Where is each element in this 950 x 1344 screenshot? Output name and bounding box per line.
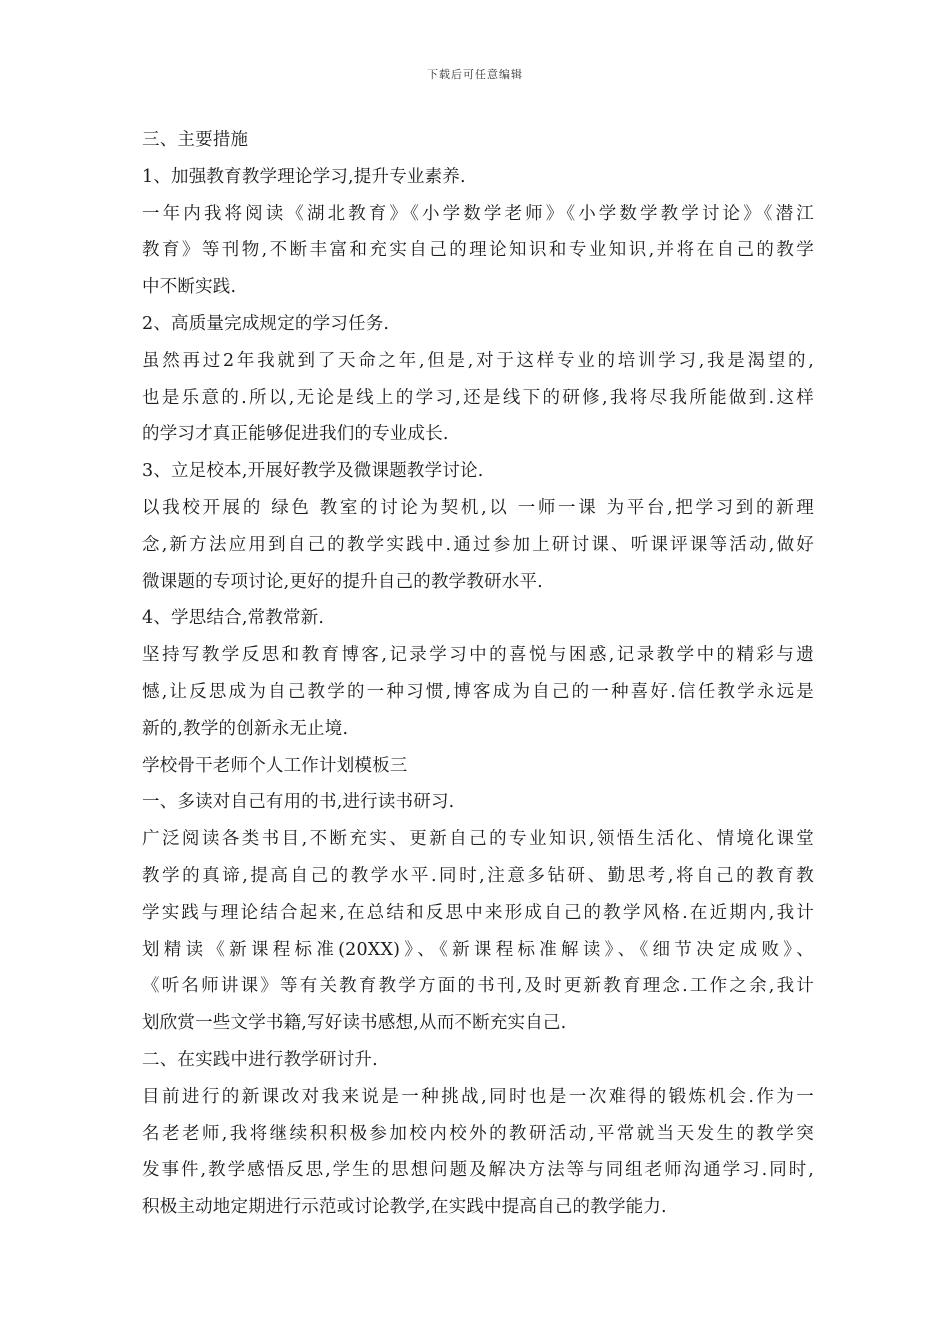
text-line: 学校骨干老师个人工作计划模板三 [142, 755, 408, 776]
text-line: 1、加强教育教学理论学习,提升专业素养. [142, 166, 466, 187]
page-header-note: 下载后可任意编辑 [427, 68, 523, 81]
text-line: 名老老师,我将继续积积极参加校内校外的教研活动,平常就当天发生的教学突 [142, 1123, 814, 1144]
text-line: 目前进行的新课改对我来说是一种挑战,同时也是一次难得的锻炼机会.作为一 [142, 1086, 814, 1107]
text-line: 微课题的专项讨论,更好的提升自己的教学教研水平. [142, 571, 543, 592]
text-line: 划精读《新课程标准(20XX)》、《新课程标准解读》、《细节决定成败》、 [142, 939, 814, 960]
text-line: 积极主动地定期进行示范或讨论教学,在实践中提高自己的教学能力. [142, 1197, 667, 1218]
text-line: 中不断实践. [142, 277, 237, 298]
text-line: 的学习才真正能够促进我们的专业成长. [142, 424, 449, 445]
text-line: 新的,教学的创新永无止境. [142, 718, 349, 739]
text-line: 广泛阅读各类书目,不断充实、更新自己的专业知识,领悟生活化、情境化课堂 [142, 829, 814, 850]
text-line: 4、学思结合,常教常新. [142, 608, 325, 629]
text-line: 憾,让反思成为自己教学的一种习惯,博客成为自己的一种喜好.信任教学永远是 [142, 681, 814, 702]
text-line: 2、高质量完成规定的学习任务. [142, 313, 390, 334]
text-line: 以我校开展的 绿色 教室的讨论为契机,以 一师一课 为平台,把学习到的新理 [142, 497, 814, 518]
text-line: 教学的真谛,提高自己的教学水平.同时,注意多钻研、勤思考,将自己的教育教 [142, 865, 814, 886]
text-line: 三、主要措施 [142, 130, 249, 150]
text-line: 发事件,教学感悟反思,学生的思想问题及解决方法等与同组老师沟通学习.同时, [142, 1160, 814, 1181]
document-body [142, 122, 814, 1226]
text-line: 念,新方法应用到自己的教学实践中.通过参加上研讨课、听课评课等活动,做好 [142, 534, 814, 555]
text-line: 划欣赏一些文学书籍,写好读书感想,从而不断充实自己. [142, 1013, 567, 1034]
text-line: 二、在实践中进行教学研讨升. [142, 1049, 378, 1070]
text-line: 坚持写教学反思和教育博客,记录学习中的喜悦与困惑,记录教学中的精彩与遗 [142, 645, 814, 666]
text-line: 一年内我将阅读《湖北教育》《小学数学老师》《小学数学教学讨论》《潜江 [142, 203, 814, 224]
text-line: 3、立足校本,开展好教学及微课题教学讨论. [142, 461, 484, 482]
text-line: 教育》等刊物,不断丰富和充实自己的理论知识和专业知识,并将在自己的教学 [142, 240, 814, 261]
text-line: 也是乐意的.所以,无论是线上的学习,还是线下的研修,我将尽我所能做到.这样 [142, 387, 814, 408]
text-line: 学实践与理论结合起来,在总结和反思中来形成自己的教学风格.在近期内,我计 [142, 902, 814, 923]
text-line: 《听名师讲课》等有关教育教学方面的书刊,及时更新教育理念.工作之余,我计 [142, 976, 814, 997]
text-line: 一、多读对自己有用的书,进行读书研习. [142, 792, 455, 813]
text-line: 虽然再过2年我就到了天命之年,但是,对于这样专业的培训学习,我是渴望的, [142, 350, 814, 371]
